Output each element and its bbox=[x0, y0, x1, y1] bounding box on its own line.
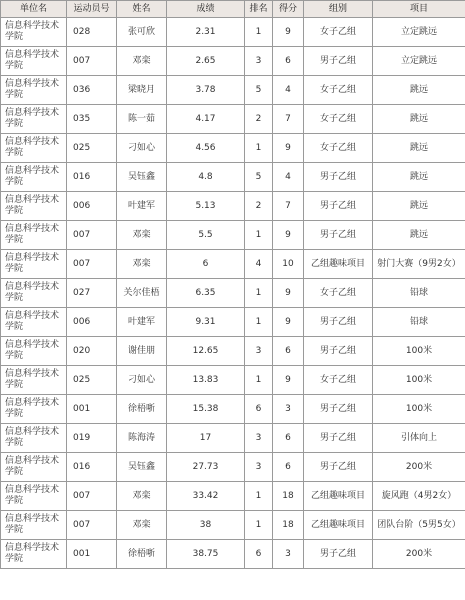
name-cell: 张可欣 bbox=[117, 18, 167, 47]
group-cell: 男子乙组 bbox=[304, 453, 373, 482]
rank-cell: 1 bbox=[245, 482, 273, 511]
name-cell: 关尔佳梧 bbox=[117, 279, 167, 308]
event-cell: 跳远 bbox=[373, 105, 465, 134]
name-cell: 陈一茹 bbox=[117, 105, 167, 134]
table-row bbox=[1, 511, 465, 540]
unit-cell: 信息科学技术学院 bbox=[1, 18, 67, 47]
bib-cell: 007 bbox=[67, 221, 117, 250]
result-cell: 15.38 bbox=[167, 395, 245, 424]
result-cell: 2.31 bbox=[167, 18, 245, 47]
score-cell: 3 bbox=[273, 395, 304, 424]
score-cell: 18 bbox=[273, 482, 304, 511]
result-cell: 2.65 bbox=[167, 47, 245, 76]
result-cell: 6 bbox=[167, 250, 245, 279]
result-cell: 27.73 bbox=[167, 453, 245, 482]
name-cell: 吴钰鑫 bbox=[117, 453, 167, 482]
event-cell: 团队台阶（5男5女） bbox=[373, 511, 465, 540]
name-cell: 徐梧哳 bbox=[117, 540, 167, 569]
table-row bbox=[1, 453, 465, 482]
rank-cell: 1 bbox=[245, 366, 273, 395]
bib-cell: 036 bbox=[67, 76, 117, 105]
table-row bbox=[1, 337, 465, 366]
header-bib: 运动员号 bbox=[67, 1, 117, 18]
rank-cell: 2 bbox=[245, 192, 273, 221]
header-score: 得分 bbox=[273, 1, 304, 18]
result-cell: 38.75 bbox=[167, 540, 245, 569]
header-unit: 单位名 bbox=[1, 1, 67, 18]
unit-cell: 信息科学技术学院 bbox=[1, 192, 67, 221]
bib-cell: 001 bbox=[67, 395, 117, 424]
group-cell: 男子乙组 bbox=[304, 163, 373, 192]
event-cell: 100米 bbox=[373, 366, 465, 395]
name-cell: 谢佳朋 bbox=[117, 337, 167, 366]
event-cell: 跳远 bbox=[373, 163, 465, 192]
bib-cell: 025 bbox=[67, 134, 117, 163]
group-cell: 男子乙组 bbox=[304, 424, 373, 453]
bib-cell: 028 bbox=[67, 18, 117, 47]
rank-cell: 5 bbox=[245, 76, 273, 105]
event-cell: 跳远 bbox=[373, 134, 465, 163]
rank-cell: 3 bbox=[245, 337, 273, 366]
name-cell: 邓栾 bbox=[117, 47, 167, 76]
rank-cell: 1 bbox=[245, 221, 273, 250]
unit-cell: 信息科学技术学院 bbox=[1, 540, 67, 569]
bib-cell: 006 bbox=[67, 308, 117, 337]
table-row bbox=[1, 395, 465, 424]
group-cell: 乙组趣味项目 bbox=[304, 511, 373, 540]
table-row bbox=[1, 105, 465, 134]
name-cell: 叶建军 bbox=[117, 308, 167, 337]
header-row bbox=[1, 1, 465, 18]
name-cell: 邓栾 bbox=[117, 250, 167, 279]
group-cell: 男子乙组 bbox=[304, 337, 373, 366]
bib-cell: 007 bbox=[67, 250, 117, 279]
result-cell: 12.65 bbox=[167, 337, 245, 366]
rank-cell: 6 bbox=[245, 540, 273, 569]
result-cell: 38 bbox=[167, 511, 245, 540]
group-cell: 乙组趣味项目 bbox=[304, 482, 373, 511]
event-cell: 引体向上 bbox=[373, 424, 465, 453]
bib-cell: 027 bbox=[67, 279, 117, 308]
name-cell: 徐梧哳 bbox=[117, 395, 167, 424]
group-cell: 女子乙组 bbox=[304, 366, 373, 395]
header-rank: 排名 bbox=[245, 1, 273, 18]
unit-cell: 信息科学技术学院 bbox=[1, 105, 67, 134]
unit-cell: 信息科学技术学院 bbox=[1, 47, 67, 76]
rank-cell: 3 bbox=[245, 424, 273, 453]
group-cell: 男子乙组 bbox=[304, 540, 373, 569]
event-cell: 铅球 bbox=[373, 279, 465, 308]
result-cell: 3.78 bbox=[167, 76, 245, 105]
rank-cell: 1 bbox=[245, 279, 273, 308]
unit-cell: 信息科学技术学院 bbox=[1, 337, 67, 366]
rank-cell: 1 bbox=[245, 18, 273, 47]
score-cell: 7 bbox=[273, 105, 304, 134]
unit-cell: 信息科学技术学院 bbox=[1, 366, 67, 395]
table-row bbox=[1, 308, 465, 337]
group-cell: 女子乙组 bbox=[304, 105, 373, 134]
event-cell: 跳远 bbox=[373, 192, 465, 221]
score-cell: 6 bbox=[273, 424, 304, 453]
score-cell: 7 bbox=[273, 192, 304, 221]
score-cell: 9 bbox=[273, 221, 304, 250]
score-cell: 9 bbox=[273, 366, 304, 395]
unit-cell: 信息科学技术学院 bbox=[1, 134, 67, 163]
bib-cell: 001 bbox=[67, 540, 117, 569]
score-cell: 9 bbox=[273, 134, 304, 163]
bib-cell: 007 bbox=[67, 482, 117, 511]
group-cell: 女子乙组 bbox=[304, 134, 373, 163]
rank-cell: 2 bbox=[245, 105, 273, 134]
header-group: 组别 bbox=[304, 1, 373, 18]
table-row bbox=[1, 47, 465, 76]
table-row bbox=[1, 366, 465, 395]
event-cell: 铅球 bbox=[373, 308, 465, 337]
score-cell: 9 bbox=[273, 308, 304, 337]
table-body bbox=[1, 18, 465, 569]
event-cell: 旋风跑（4男2女） bbox=[373, 482, 465, 511]
bib-cell: 006 bbox=[67, 192, 117, 221]
name-cell: 吴钰鑫 bbox=[117, 163, 167, 192]
table-row bbox=[1, 279, 465, 308]
bib-cell: 035 bbox=[67, 105, 117, 134]
rank-cell: 1 bbox=[245, 308, 273, 337]
header-result: 成绩 bbox=[167, 1, 245, 18]
result-cell: 6.35 bbox=[167, 279, 245, 308]
result-cell: 4.17 bbox=[167, 105, 245, 134]
name-cell: 梁晓月 bbox=[117, 76, 167, 105]
unit-cell: 信息科学技术学院 bbox=[1, 453, 67, 482]
header-name: 姓名 bbox=[117, 1, 167, 18]
name-cell: 邓栾 bbox=[117, 511, 167, 540]
score-cell: 4 bbox=[273, 163, 304, 192]
table-row bbox=[1, 192, 465, 221]
header-event: 项目 bbox=[373, 1, 465, 18]
rank-cell: 3 bbox=[245, 453, 273, 482]
score-cell: 6 bbox=[273, 47, 304, 76]
score-cell: 9 bbox=[273, 18, 304, 47]
result-cell: 33.42 bbox=[167, 482, 245, 511]
group-cell: 女子乙组 bbox=[304, 76, 373, 105]
group-cell: 男子乙组 bbox=[304, 47, 373, 76]
score-cell: 6 bbox=[273, 453, 304, 482]
unit-cell: 信息科学技术学院 bbox=[1, 163, 67, 192]
result-cell: 5.13 bbox=[167, 192, 245, 221]
rank-cell: 4 bbox=[245, 250, 273, 279]
bib-cell: 016 bbox=[67, 163, 117, 192]
table-row bbox=[1, 18, 465, 47]
table-row bbox=[1, 134, 465, 163]
unit-cell: 信息科学技术学院 bbox=[1, 308, 67, 337]
table-row bbox=[1, 482, 465, 511]
event-cell: 200米 bbox=[373, 540, 465, 569]
group-cell: 乙组趣味项目 bbox=[304, 250, 373, 279]
name-cell: 陈海涛 bbox=[117, 424, 167, 453]
name-cell: 刁如心 bbox=[117, 134, 167, 163]
result-cell: 9.31 bbox=[167, 308, 245, 337]
unit-cell: 信息科学技术学院 bbox=[1, 424, 67, 453]
score-cell: 4 bbox=[273, 76, 304, 105]
group-cell: 女子乙组 bbox=[304, 18, 373, 47]
event-cell: 100米 bbox=[373, 337, 465, 366]
table-row bbox=[1, 163, 465, 192]
table-row bbox=[1, 540, 465, 569]
bib-cell: 007 bbox=[67, 47, 117, 76]
rank-cell: 5 bbox=[245, 163, 273, 192]
rank-cell: 1 bbox=[245, 511, 273, 540]
name-cell: 刁如心 bbox=[117, 366, 167, 395]
event-cell: 立定跳远 bbox=[373, 18, 465, 47]
name-cell: 叶建军 bbox=[117, 192, 167, 221]
event-cell: 跳远 bbox=[373, 76, 465, 105]
group-cell: 女子乙组 bbox=[304, 279, 373, 308]
bib-cell: 016 bbox=[67, 453, 117, 482]
event-cell: 跳远 bbox=[373, 221, 465, 250]
event-cell: 射门大赛（9男2女） bbox=[373, 250, 465, 279]
score-cell: 10 bbox=[273, 250, 304, 279]
unit-cell: 信息科学技术学院 bbox=[1, 511, 67, 540]
result-cell: 17 bbox=[167, 424, 245, 453]
rank-cell: 6 bbox=[245, 395, 273, 424]
score-cell: 18 bbox=[273, 511, 304, 540]
table-row bbox=[1, 250, 465, 279]
result-cell: 4.8 bbox=[167, 163, 245, 192]
group-cell: 男子乙组 bbox=[304, 395, 373, 424]
event-cell: 100米 bbox=[373, 395, 465, 424]
unit-cell: 信息科学技术学院 bbox=[1, 279, 67, 308]
group-cell: 男子乙组 bbox=[304, 192, 373, 221]
score-cell: 9 bbox=[273, 279, 304, 308]
bib-cell: 019 bbox=[67, 424, 117, 453]
group-cell: 男子乙组 bbox=[304, 308, 373, 337]
bib-cell: 025 bbox=[67, 366, 117, 395]
name-cell: 邓栾 bbox=[117, 482, 167, 511]
unit-cell: 信息科学技术学院 bbox=[1, 482, 67, 511]
unit-cell: 信息科学技术学院 bbox=[1, 395, 67, 424]
bib-cell: 020 bbox=[67, 337, 117, 366]
event-cell: 200米 bbox=[373, 453, 465, 482]
unit-cell: 信息科学技术学院 bbox=[1, 221, 67, 250]
unit-cell: 信息科学技术学院 bbox=[1, 250, 67, 279]
rank-cell: 3 bbox=[245, 47, 273, 76]
bib-cell: 007 bbox=[67, 511, 117, 540]
event-cell: 立定跳远 bbox=[373, 47, 465, 76]
rank-cell: 1 bbox=[245, 134, 273, 163]
score-cell: 6 bbox=[273, 337, 304, 366]
result-cell: 5.5 bbox=[167, 221, 245, 250]
group-cell: 男子乙组 bbox=[304, 221, 373, 250]
name-cell: 邓栾 bbox=[117, 221, 167, 250]
result-cell: 13.83 bbox=[167, 366, 245, 395]
table-row bbox=[1, 424, 465, 453]
table-row bbox=[1, 221, 465, 250]
score-cell: 3 bbox=[273, 540, 304, 569]
table-row bbox=[1, 76, 465, 105]
unit-cell: 信息科学技术学院 bbox=[1, 76, 67, 105]
result-cell: 4.56 bbox=[167, 134, 245, 163]
